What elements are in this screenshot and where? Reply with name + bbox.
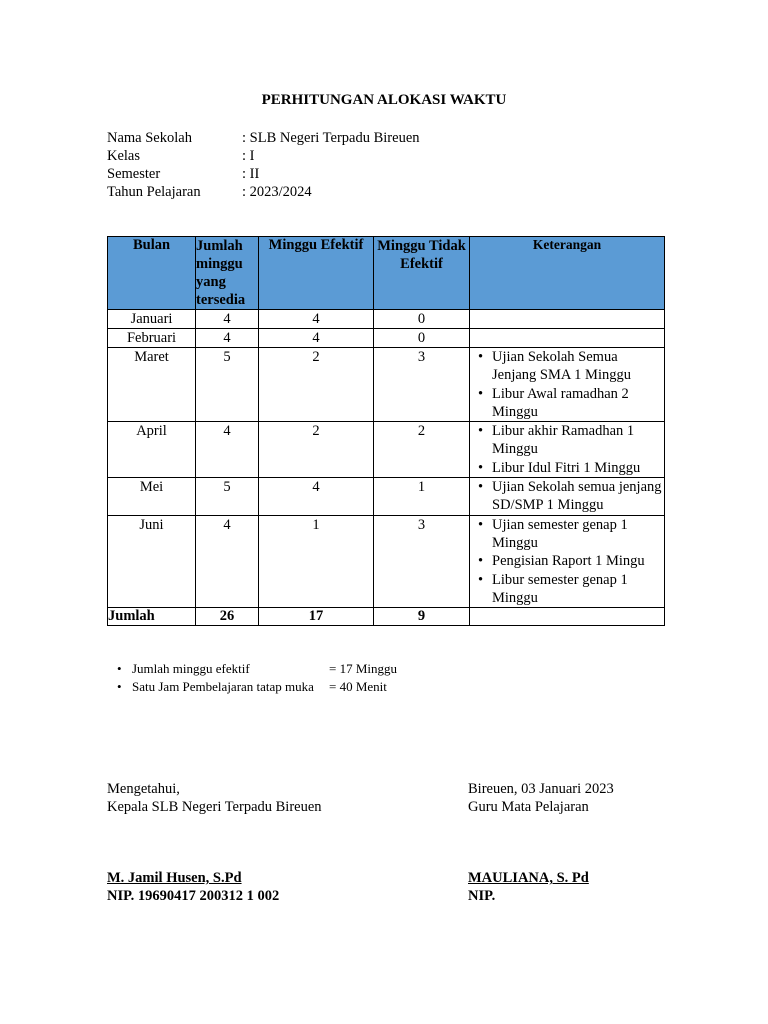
table-row: [108, 348, 665, 422]
cell-jumlah-minggu: 4: [196, 422, 259, 478]
keterangan-item: • Libur Awal ramadhan 2 Minggu: [492, 385, 664, 422]
keterangan-list: [470, 422, 664, 477]
header-minggu-efektif: Minggu Efektif: [259, 237, 374, 310]
table-row: [108, 329, 665, 348]
table-total-row: [108, 608, 665, 626]
summary-item: [117, 660, 397, 678]
info-label: Tahun Pelajaran: [107, 184, 201, 200]
total-keterangan: [470, 608, 665, 626]
cell-minggu-efektif: 2: [259, 422, 374, 478]
cell-minggu-efektif: 2: [259, 348, 374, 422]
cell-minggu-tidak-efektif: 0: [374, 310, 470, 329]
table-header-row: [108, 237, 665, 310]
cell-bulan: Maret: [108, 348, 196, 422]
bullet-icon: •: [117, 678, 122, 694]
header-keterangan: Keterangan: [470, 237, 665, 310]
header-minggu-tidak-efektif: Minggu Tidak Efektif: [374, 237, 470, 310]
signature-right-line1: Bireuen, 03 Januari 2023: [468, 781, 614, 797]
keterangan-item: • Libur semester genap 1 Minggu: [492, 571, 664, 608]
info-value: : I: [242, 148, 255, 164]
signature-left-line2: Kepala SLB Negeri Terpadu Bireuen: [107, 799, 322, 815]
signature-right: [468, 780, 614, 816]
signature-left: [107, 780, 322, 816]
signature-right-nip: NIP.: [468, 888, 496, 904]
cell-minggu-efektif: 4: [259, 310, 374, 329]
signature-left-name: M. Jamil Husen, S.Pd: [107, 870, 242, 886]
cell-jumlah-minggu: 4: [196, 329, 259, 348]
cell-keterangan: [470, 348, 665, 422]
table-row: [108, 310, 665, 329]
cell-minggu-tidak-efektif: 0: [374, 329, 470, 348]
cell-keterangan: [470, 422, 665, 478]
table-row: [108, 478, 665, 516]
cell-keterangan: [470, 478, 665, 516]
cell-bulan: April: [108, 422, 196, 478]
info-row-school: [107, 129, 420, 147]
total-tidak-efektif: 9: [374, 608, 470, 626]
info-row-semester: [107, 165, 420, 183]
cell-keterangan: [470, 329, 665, 348]
signature-left-nip: NIP. 19690417 200312 1 002: [107, 888, 280, 904]
cell-minggu-tidak-efektif: 3: [374, 348, 470, 422]
cell-bulan: Januari: [108, 310, 196, 329]
allocation-table: [107, 236, 665, 626]
summary-item: [117, 678, 397, 696]
cell-minggu-efektif: 4: [259, 478, 374, 516]
total-label: Jumlah: [108, 608, 196, 626]
table-row: [108, 515, 665, 607]
keterangan-list: [470, 348, 664, 421]
summary-label: Jumlah minggu efektif: [132, 661, 250, 676]
cell-minggu-efektif: 4: [259, 329, 374, 348]
keterangan-item: • Ujian Sekolah semua jenjang SD/SMP 1 Minggu: [492, 478, 664, 515]
signature-left-line1: Mengetahui,: [107, 781, 180, 797]
bullet-icon: •: [117, 661, 122, 676]
info-row-class: [107, 147, 420, 165]
keterangan-item: • Ujian semester genap 1 Minggu: [492, 516, 664, 553]
keterangan-item: • Pengisian Raport 1 Mingu: [492, 552, 664, 570]
info-label: Semester: [107, 166, 161, 182]
cell-jumlah-minggu: 4: [196, 515, 259, 607]
cell-minggu-tidak-efektif: 1: [374, 478, 470, 516]
school-info: [107, 129, 420, 201]
signature-right-line2: Guru Mata Pelajaran: [468, 799, 589, 815]
info-value: : 2023/2024: [242, 184, 312, 200]
cell-minggu-tidak-efektif: 2: [374, 422, 470, 478]
keterangan-list: [470, 516, 664, 607]
cell-keterangan: [470, 515, 665, 607]
cell-jumlah-minggu: 5: [196, 348, 259, 422]
info-value: : II: [242, 166, 260, 182]
info-label: Nama Sekolah: [107, 130, 192, 146]
info-row-year: [107, 183, 420, 201]
header-bulan: Bulan: [108, 237, 196, 310]
header-jumlah-minggu: Jumlah minggu yang tersedia: [196, 237, 259, 310]
total-efektif: 17: [259, 608, 374, 626]
cell-minggu-efektif: 1: [259, 515, 374, 607]
cell-bulan: Juni: [108, 515, 196, 607]
info-value: : SLB Negeri Terpadu Bireuen: [242, 130, 420, 146]
summary-value: = 40 Menit: [329, 678, 387, 694]
keterangan-list: [470, 478, 664, 515]
cell-bulan: Februari: [108, 329, 196, 348]
cell-keterangan: [470, 310, 665, 329]
signature-right-name: MAULIANA, S. Pd: [468, 870, 589, 886]
keterangan-item: • Ujian Sekolah Semua Jenjang SMA 1 Minggu: [492, 348, 664, 385]
summary-label: Satu Jam Pembelajaran tatap muka: [132, 678, 314, 694]
table-row: [108, 422, 665, 478]
keterangan-item: • Libur akhir Ramadhan 1 Minggu: [492, 422, 664, 459]
cell-jumlah-minggu: 4: [196, 310, 259, 329]
summary-value: = 17 Minggu: [329, 661, 398, 676]
cell-bulan: Mei: [108, 478, 196, 516]
document-title: PERHITUNGAN ALOKASI WAKTU: [261, 92, 507, 108]
summary-list: [117, 660, 397, 695]
keterangan-item: • Libur Idul Fitri 1 Minggu: [492, 459, 664, 477]
cell-jumlah-minggu: 5: [196, 478, 259, 516]
cell-minggu-tidak-efektif: 3: [374, 515, 470, 607]
total-tersedia: 26: [196, 608, 259, 626]
info-label: Kelas: [107, 148, 141, 164]
